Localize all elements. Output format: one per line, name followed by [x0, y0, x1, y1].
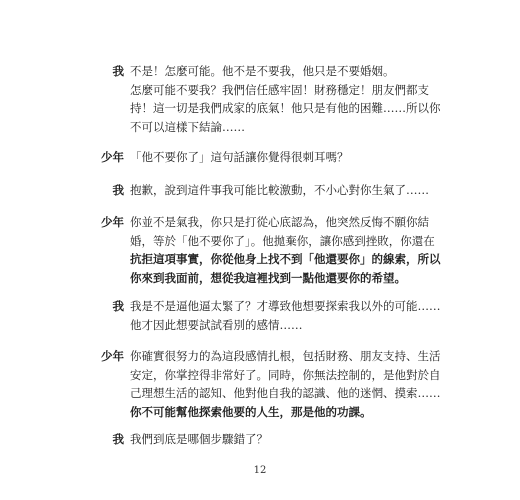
- text-line: 你並不是氣我，你只是打從心底認為，他突然反悔不願你結: [130, 215, 429, 229]
- speaker-label: 我: [112, 183, 124, 197]
- dialogue-text: [130, 213, 441, 287]
- dialogue-text: [130, 297, 441, 334]
- dialogue-text: [130, 347, 441, 421]
- text-line: 抱歉，說到這件事我可能比較激動，不小心對你生氣了……: [130, 183, 429, 197]
- speaker-label: 我: [112, 432, 124, 446]
- speaker-label: 少年: [101, 349, 124, 363]
- text-line: 持！這一切是我們成家的底氣！他只是有他的困難……所以你: [130, 101, 441, 115]
- text-line: 「他不要你了」這句話讓你覺得很刺耳嗎？: [130, 150, 349, 164]
- page-number: 12: [253, 465, 267, 476]
- text-line: 不可以這樣下結論……: [130, 119, 245, 134]
- text-line: 我們到底是哪個步驟錯了？: [130, 432, 268, 446]
- text-line: 怎麼可能不要我？我們信任感牢固！財務穩定！朋友們都支: [130, 82, 429, 97]
- speaker-label: 我: [112, 64, 124, 78]
- speaker-label: 少年: [101, 150, 124, 164]
- text-line: 他才因此想要試試看別的感情……: [130, 317, 303, 332]
- text-line: 你確實很努力的為這段感情扎根，包括財務、朋友支持、生活: [130, 349, 441, 363]
- text-line: 己理想生活的認知、他對他自我的認識、他的迷惘、摸索……: [130, 386, 441, 400]
- dialogue-text: [130, 62, 441, 136]
- text-line: 婚，等於「他不要你了」。他拋棄你，讓你感到挫敗，你還在: [130, 233, 435, 248]
- speaker-label: 少年: [101, 215, 124, 229]
- text-line: 不是！怎麼可能。他不是不要我，他只是不要婚姻。: [130, 64, 395, 78]
- dialogue-text: [130, 148, 396, 167]
- text-line: 安定，你掌控得非常好了。同時，你無法控制的，是他對於自: [130, 367, 441, 382]
- dialogue-text: [130, 430, 396, 449]
- text-line-emphasis: 抗拒這項事實，你從他身上找不到「他還要你」的線索，所以: [130, 252, 441, 266]
- text-line: 我是不是逼他逼太緊了？才導致他想要探索我以外的可能……: [130, 299, 441, 313]
- text-line-emphasis: 你不可能幫他探索他要的人生，那是他的功課。: [130, 404, 372, 419]
- speaker-label: 我: [112, 299, 124, 313]
- dialogue-text: [130, 181, 429, 200]
- text-line-emphasis: 你來到我面前，想從我這裡找到一點他還要你的希望。: [130, 270, 406, 285]
